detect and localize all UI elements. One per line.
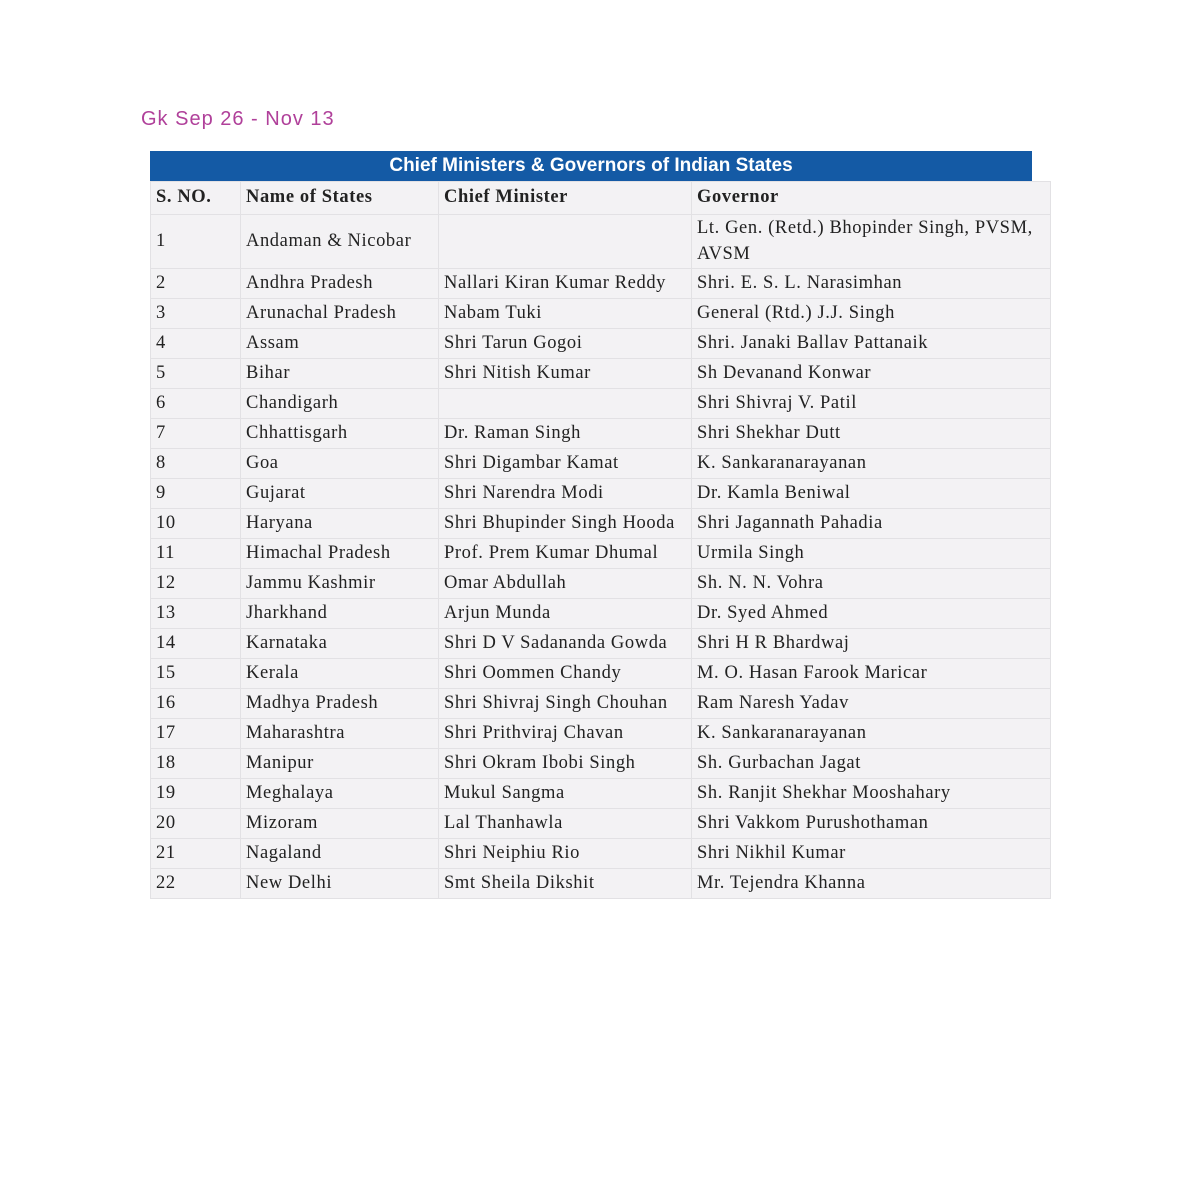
cell-governor: M. O. Hasan Farook Maricar <box>692 659 1051 689</box>
cell-chief-minister: Shri Okram Ibobi Singh <box>439 749 692 779</box>
cell-governor: Sh. N. N. Vohra <box>692 569 1051 599</box>
cell-governor: Sh. Gurbachan Jagat <box>692 749 1051 779</box>
table-row <box>151 389 1051 419</box>
cm-governor-table <box>150 181 1051 899</box>
cell-state: Kerala <box>241 659 439 689</box>
cell-state: Himachal Pradesh <box>241 539 439 569</box>
cell-state: Assam <box>241 329 439 359</box>
cell-serial: 5 <box>151 359 241 389</box>
table-row <box>151 215 1051 269</box>
cell-governor: Shri. Janaki Ballav Pattanaik <box>692 329 1051 359</box>
cell-governor: Shri Shivraj V. Patil <box>692 389 1051 419</box>
cell-serial: 13 <box>151 599 241 629</box>
cell-governor: K. Sankaranarayanan <box>692 449 1051 479</box>
table-row <box>151 359 1051 389</box>
cell-chief-minister: Shri Prithviraj Chavan <box>439 719 692 749</box>
cell-governor: Mr. Tejendra Khanna <box>692 869 1051 899</box>
cell-governor: Urmila Singh <box>692 539 1051 569</box>
cell-state: Goa <box>241 449 439 479</box>
cell-serial: 17 <box>151 719 241 749</box>
cell-chief-minister: Mukul Sangma <box>439 779 692 809</box>
table-row <box>151 299 1051 329</box>
table-row <box>151 599 1051 629</box>
cell-chief-minister: Shri Narendra Modi <box>439 479 692 509</box>
cell-serial: 18 <box>151 749 241 779</box>
cell-governor: Sh. Ranjit Shekhar Mooshahary <box>692 779 1051 809</box>
table-row <box>151 719 1051 749</box>
cell-governor: Sh Devanand Konwar <box>692 359 1051 389</box>
cell-serial: 3 <box>151 299 241 329</box>
document-heading: Gk Sep 26 - Nov 13 <box>141 108 335 130</box>
cell-governor: Ram Naresh Yadav <box>692 689 1051 719</box>
cell-state: Jammu Kashmir <box>241 569 439 599</box>
cell-state: Chhattisgarh <box>241 419 439 449</box>
table-row <box>151 269 1051 299</box>
cell-chief-minister: Prof. Prem Kumar Dhumal <box>439 539 692 569</box>
cell-governor: Shri. E. S. L. Narasimhan <box>692 269 1051 299</box>
header-governor: Governor <box>692 182 1051 215</box>
cell-serial: 1 <box>151 215 241 269</box>
cell-chief-minister: Shri Digambar Kamat <box>439 449 692 479</box>
table-body <box>151 215 1051 899</box>
cell-chief-minister: Smt Sheila Dikshit <box>439 869 692 899</box>
cell-serial: 16 <box>151 689 241 719</box>
cell-chief-minister: Shri Nitish Kumar <box>439 359 692 389</box>
cell-serial: 9 <box>151 479 241 509</box>
cell-state: Haryana <box>241 509 439 539</box>
cell-state: Andhra Pradesh <box>241 269 439 299</box>
cell-governor: Shri Shekhar Dutt <box>692 419 1051 449</box>
cell-governor: Dr. Syed Ahmed <box>692 599 1051 629</box>
table-row <box>151 329 1051 359</box>
table-row <box>151 809 1051 839</box>
cell-chief-minister <box>439 215 692 269</box>
cell-serial: 12 <box>151 569 241 599</box>
cell-governor: Shri H R Bhardwaj <box>692 629 1051 659</box>
cell-serial: 10 <box>151 509 241 539</box>
cell-serial: 11 <box>151 539 241 569</box>
cell-serial: 8 <box>151 449 241 479</box>
cell-chief-minister: Shri Shivraj Singh Chouhan <box>439 689 692 719</box>
cell-state: Chandigarh <box>241 389 439 419</box>
cell-chief-minister: Shri Oommen Chandy <box>439 659 692 689</box>
cell-state: Meghalaya <box>241 779 439 809</box>
cell-serial: 20 <box>151 809 241 839</box>
table-row <box>151 659 1051 689</box>
cell-chief-minister: Shri Bhupinder Singh Hooda <box>439 509 692 539</box>
table-row <box>151 869 1051 899</box>
table-row <box>151 569 1051 599</box>
cell-chief-minister: Arjun Munda <box>439 599 692 629</box>
table-row <box>151 419 1051 449</box>
table-row <box>151 479 1051 509</box>
cell-state: Maharashtra <box>241 719 439 749</box>
header-row <box>151 182 1051 215</box>
table-row <box>151 839 1051 869</box>
cell-governor: K. Sankaranarayanan <box>692 719 1051 749</box>
cell-serial: 7 <box>151 419 241 449</box>
table-title: Chief Ministers & Governors of Indian States <box>150 151 1032 181</box>
table-row <box>151 449 1051 479</box>
cell-state: Jharkhand <box>241 599 439 629</box>
cell-serial: 22 <box>151 869 241 899</box>
cell-state: New Delhi <box>241 869 439 899</box>
table-row <box>151 779 1051 809</box>
cell-governor: Shri Jagannath Pahadia <box>692 509 1051 539</box>
header-chief-minister: Chief Minister <box>439 182 692 215</box>
cell-chief-minister: Nabam Tuki <box>439 299 692 329</box>
cell-state: Bihar <box>241 359 439 389</box>
cell-state: Karnataka <box>241 629 439 659</box>
cell-state: Gujarat <box>241 479 439 509</box>
header-state: Name of States <box>241 182 439 215</box>
cell-chief-minister <box>439 389 692 419</box>
cell-serial: 21 <box>151 839 241 869</box>
cell-state: Arunachal Pradesh <box>241 299 439 329</box>
cell-serial: 4 <box>151 329 241 359</box>
cell-serial: 19 <box>151 779 241 809</box>
cell-serial: 6 <box>151 389 241 419</box>
cell-chief-minister: Shri Tarun Gogoi <box>439 329 692 359</box>
cell-governor: Lt. Gen. (Retd.) Bhopinder Singh, PVSM, AVSM <box>692 215 1051 269</box>
table-row <box>151 749 1051 779</box>
cell-chief-minister: Dr. Raman Singh <box>439 419 692 449</box>
cell-chief-minister: Omar Abdullah <box>439 569 692 599</box>
cell-state: Nagaland <box>241 839 439 869</box>
cell-state: Manipur <box>241 749 439 779</box>
header-serial: S. NO. <box>151 182 241 215</box>
cell-governor: Dr. Kamla Beniwal <box>692 479 1051 509</box>
table-row <box>151 629 1051 659</box>
cell-serial: 15 <box>151 659 241 689</box>
table-row <box>151 689 1051 719</box>
table-row <box>151 539 1051 569</box>
cell-chief-minister: Shri Neiphiu Rio <box>439 839 692 869</box>
cell-chief-minister: Lal Thanhawla <box>439 809 692 839</box>
cell-serial: 14 <box>151 629 241 659</box>
cell-chief-minister: Shri D V Sadananda Gowda <box>439 629 692 659</box>
cell-state: Andaman & Nicobar <box>241 215 439 269</box>
cell-governor: Shri Vakkom Purushothaman <box>692 809 1051 839</box>
cell-governor: General (Rtd.) J.J. Singh <box>692 299 1051 329</box>
cell-state: Madhya Pradesh <box>241 689 439 719</box>
cell-state: Mizoram <box>241 809 439 839</box>
table-row <box>151 509 1051 539</box>
cell-governor: Shri Nikhil Kumar <box>692 839 1051 869</box>
cell-serial: 2 <box>151 269 241 299</box>
cell-chief-minister: Nallari Kiran Kumar Reddy <box>439 269 692 299</box>
